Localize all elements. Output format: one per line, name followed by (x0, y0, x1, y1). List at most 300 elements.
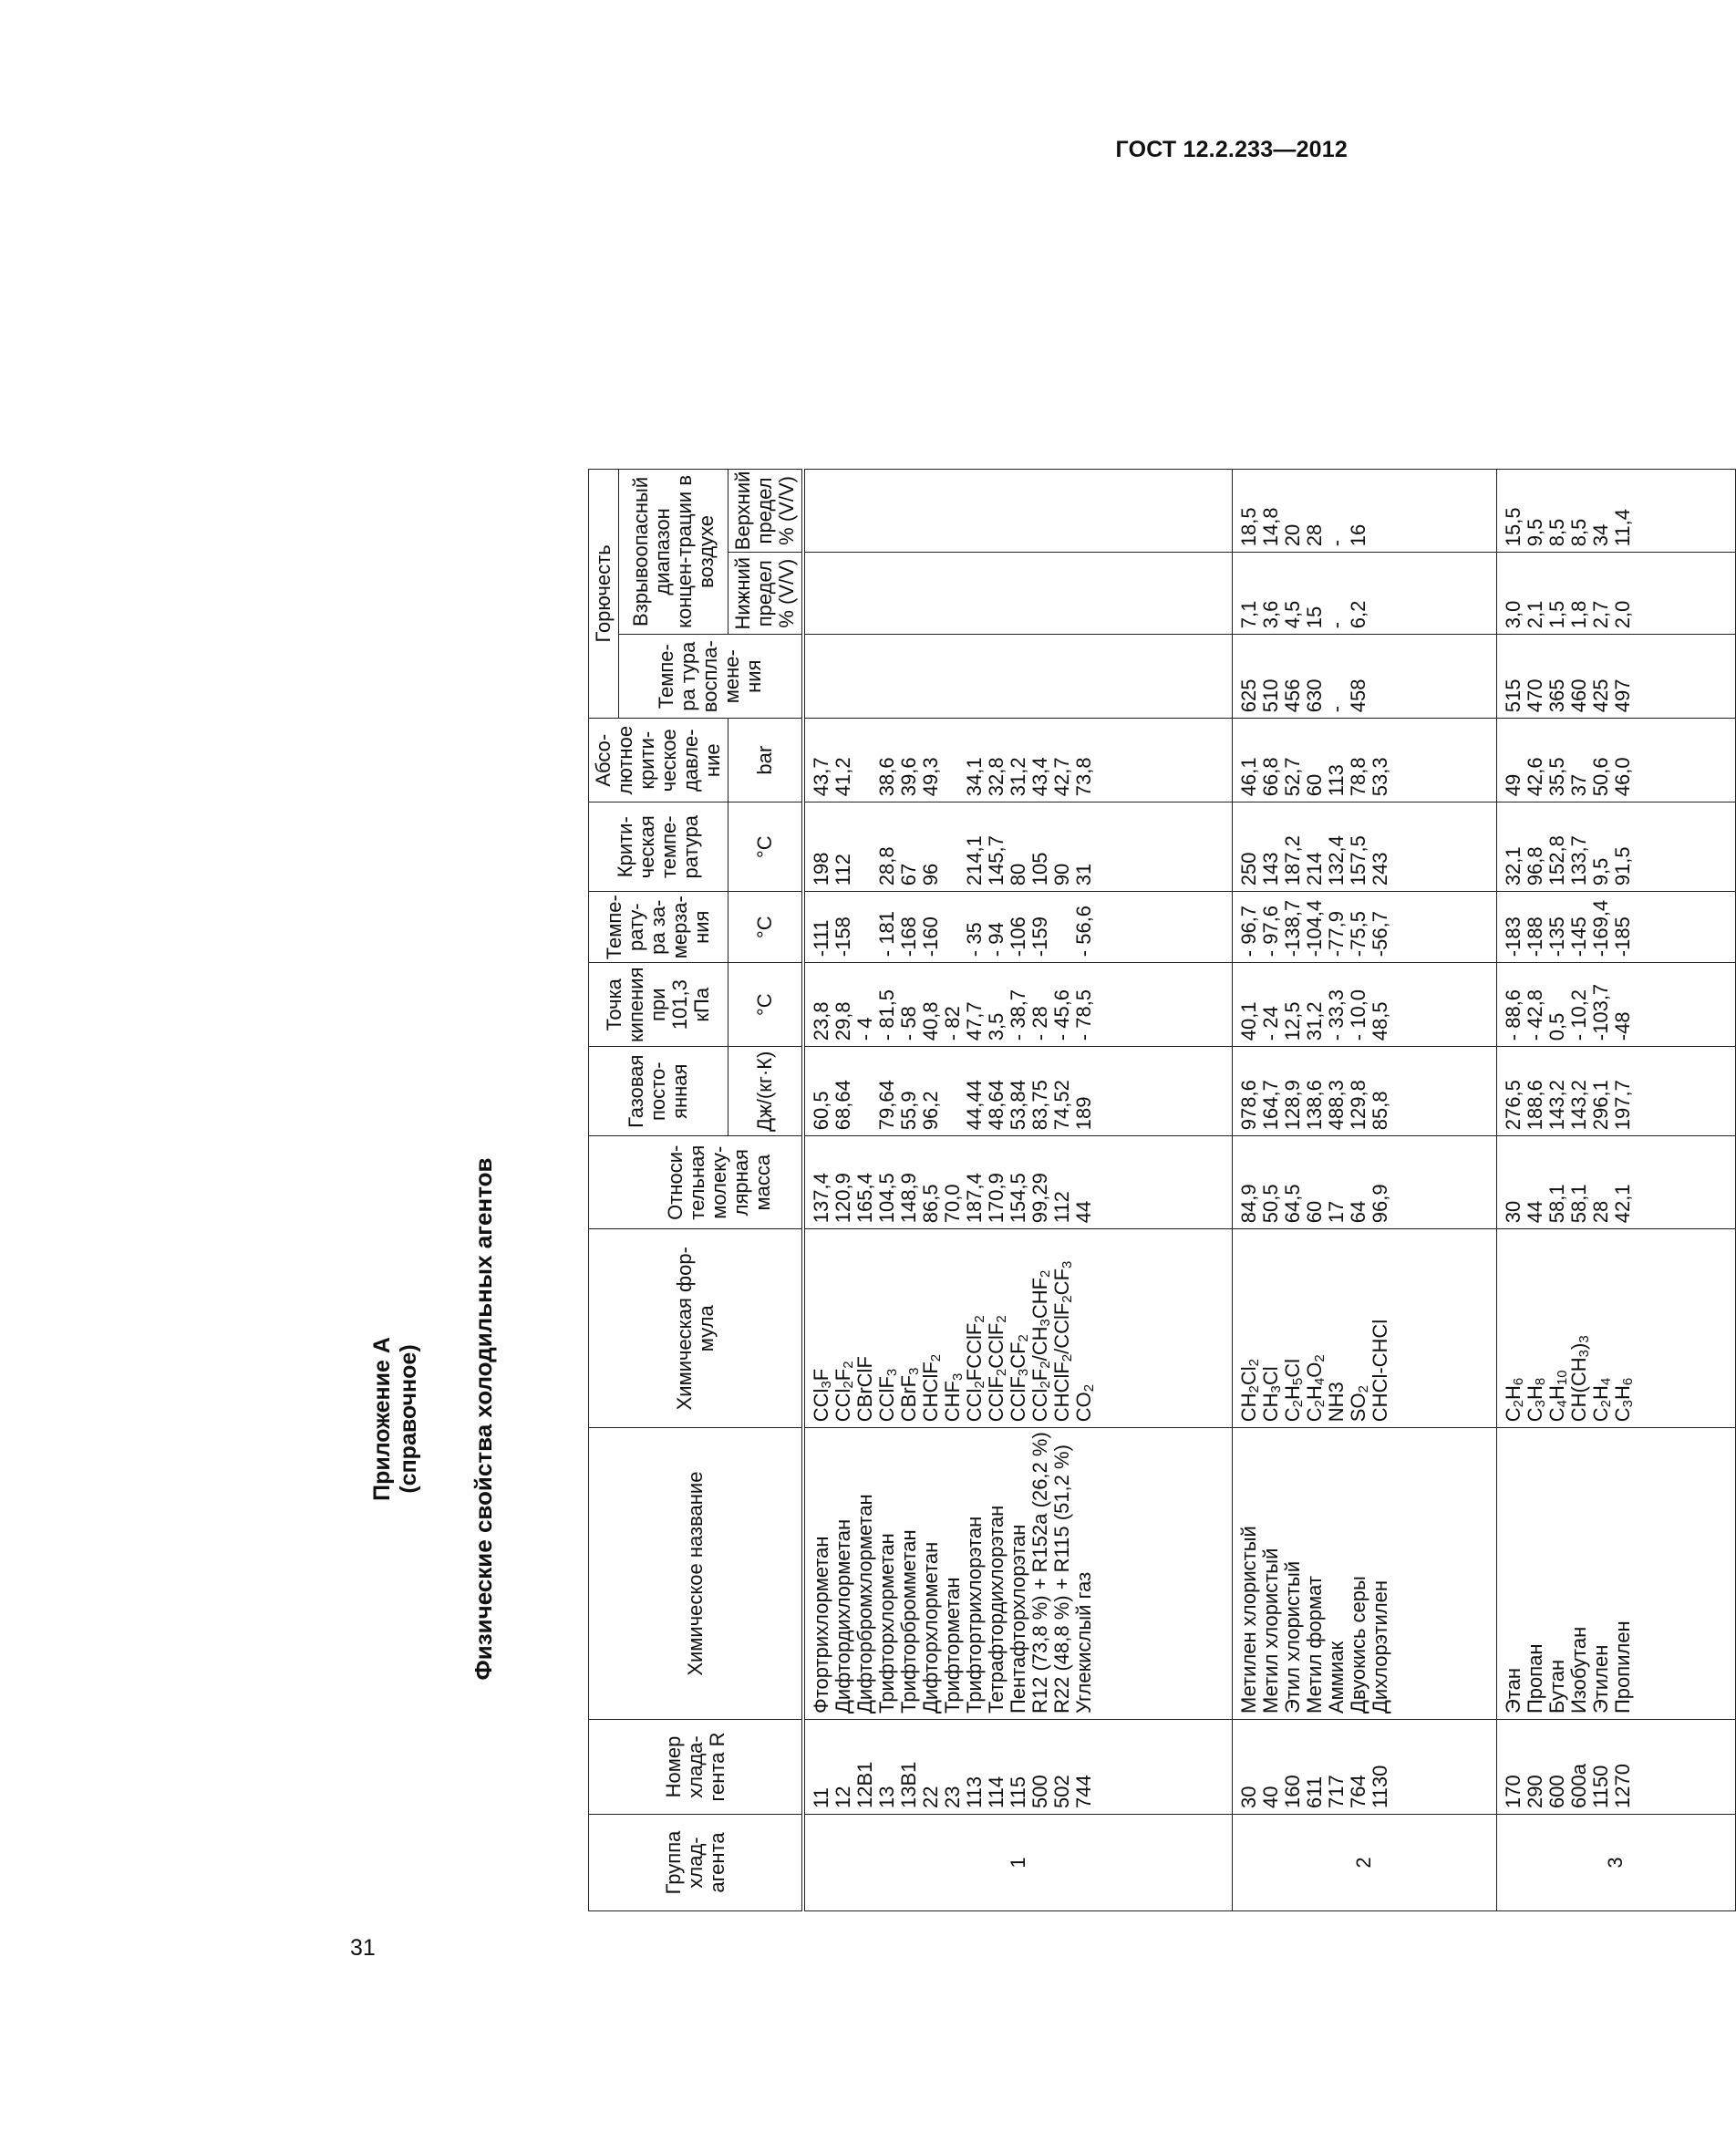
cell-value: 15 (1302, 606, 1326, 629)
cell-value: 73,8 (1072, 757, 1095, 797)
cell-value: -103,7 (1588, 983, 1612, 1041)
cell-number (1232, 1720, 1496, 1815)
table-title: Физические свойства холодильных агентов (470, 1157, 497, 1681)
cell-value: 90 (1050, 863, 1073, 886)
cell-value: $CHF_3$ (941, 1372, 966, 1423)
refrigerant-properties-table (588, 469, 1736, 1911)
cell-value: 60,5 (810, 1091, 832, 1131)
cell-value: R22 (48,8 %) + R115 (51,2 %) (1050, 1444, 1073, 1714)
cell-value: 4,5 (1280, 600, 1304, 629)
cell-value: Дифторбромхлорметан (853, 1494, 876, 1714)
cell-critical-pressure (1496, 719, 1735, 802)
cell-value: 84,9 (1236, 1184, 1260, 1224)
cell-value: 154,5 (1007, 1173, 1029, 1224)
cell-value: - 10,0 (1346, 989, 1369, 1041)
cell-value: NH3 (1324, 1382, 1348, 1423)
cell-value: 64,5 (1280, 1184, 1304, 1224)
cell-value: 13 (875, 1786, 898, 1808)
cell-value: 80 (1007, 863, 1029, 886)
cell-value: 28 (1588, 1200, 1612, 1224)
cell-value: CHCl-CHCl (1368, 1319, 1391, 1423)
cell-value: 3,6 (1258, 600, 1282, 629)
cell-value: Трифтортрихлорэтан (963, 1516, 986, 1714)
cell-value: 214,1 (963, 835, 986, 886)
cell-value: Аммиак (1324, 1641, 1348, 1714)
cell-value: $C_3H_8$ (1523, 1377, 1548, 1423)
cell-value: 99,29 (1028, 1173, 1051, 1224)
cell-boiling (1496, 963, 1735, 1047)
cell-value: 197,7 (1610, 1080, 1634, 1131)
cell-value: 112 (832, 854, 854, 886)
cell-critical-temp (1496, 802, 1735, 892)
cell-value: $C_2H_6$ (1501, 1377, 1526, 1423)
cell-value: 458 (1346, 678, 1369, 713)
cell-freezing (803, 892, 1232, 963)
cell-boiling (803, 963, 1232, 1047)
cell-value: 188,6 (1523, 1080, 1546, 1131)
cell-ignition (803, 635, 1232, 719)
cell-value: 70,0 (941, 1184, 964, 1224)
col-header-lower-limit: Нижний предел % (V/V) (728, 553, 804, 635)
unit-freezing: °C (728, 892, 804, 963)
cell-value: 187,2 (1280, 835, 1304, 886)
cell-value: - 10,2 (1566, 989, 1590, 1041)
cell-value: - 181 (875, 911, 898, 958)
cell-value: 30 (1236, 1786, 1260, 1808)
cell-value: 47,7 (963, 1001, 986, 1041)
appendix-title: Приложение А (369, 1337, 395, 1501)
unit-boiling: °C (728, 963, 804, 1047)
cell-value: 112 (1050, 1191, 1073, 1224)
cell-value: 11 (810, 1787, 832, 1808)
cell-value: CCl$_2$FCClF$_2$ (963, 1315, 987, 1423)
appendix-note: (справочное) (396, 1344, 421, 1494)
cell-value: Дифтордихлорметан (832, 1518, 854, 1714)
cell-value: 113 (963, 1776, 986, 1808)
cell-value: Дифторхлорметан (919, 1541, 942, 1714)
cell-value (942, 722, 964, 796)
cell-value: Трифторметан (941, 1577, 964, 1714)
cell-value: $CClF_3CF_2$ (1007, 1334, 1031, 1423)
cell-value: 15,5 (1501, 507, 1524, 547)
cell-value: 31,2 (1302, 1001, 1326, 1041)
col-header-critical-pressure: Абсо-лютное крити-ческое давле-ние (589, 719, 728, 802)
cell-value: 198 (810, 852, 832, 886)
cell-value: $CH_3Cl$ (1258, 1366, 1284, 1423)
cell-value: 600a (1566, 1764, 1590, 1808)
cell-critical-pressure (1232, 719, 1496, 802)
cell-value: - 88,6 (1501, 989, 1524, 1041)
cell-value: - 78,5 (1072, 989, 1095, 1041)
unit-gas-constant: Дж/(кг·К) (728, 1047, 804, 1136)
cell-value: 3,5 (985, 1012, 1008, 1041)
cell-value: CCl$_3$F (810, 1368, 834, 1423)
cell-freezing (1496, 892, 1735, 963)
cell-value: CBrClF (853, 1356, 876, 1423)
cell-value: Тетрафтордихлорэтан (985, 1505, 1008, 1714)
cell-value: -104,4 (1302, 899, 1326, 958)
cell-value: -56,7 (1368, 911, 1391, 958)
cell-value: 1150 (1588, 1765, 1612, 1808)
cell-value: 96,2 (919, 1091, 942, 1131)
cell-name (1496, 1428, 1735, 1720)
cell-value: 2,1 (1523, 600, 1546, 629)
cell-value: 114 (985, 1776, 1008, 1808)
cell-value: Трифторбромметан (897, 1529, 920, 1714)
cell-value: 8,5 (1566, 518, 1590, 547)
cell-value: 2,0 (1610, 600, 1634, 629)
group-row (1232, 469, 1496, 1910)
cell-value: 8,5 (1545, 518, 1568, 547)
cell-value: 365 (1545, 678, 1568, 713)
cell-value: $CCl_2F_2/CH_3CHF_2$ (1028, 1269, 1053, 1423)
cell-value: Трифторхлорметан (875, 1533, 898, 1714)
unit-critical-pressure: bar (728, 719, 804, 802)
cell-value: CBrF$_3$ (897, 1367, 922, 1423)
cell-value: 7,1 (1236, 600, 1260, 629)
cell-value: 510 (1258, 678, 1282, 713)
cell-value: - (1324, 705, 1348, 713)
cell-critical-temp (1232, 802, 1496, 892)
col-header-explosive-range: Взрывоопасный диапазон концен-трации в воздухе (619, 469, 728, 635)
cell-value: 66,8 (1258, 757, 1282, 797)
cell-value: -48 (1610, 1011, 1634, 1041)
cell-value: 78,8 (1346, 757, 1369, 797)
group-number: 1 (803, 1815, 1232, 1911)
cell-value: 40 (1258, 1786, 1282, 1808)
cell-value: CClF$_2$CClF$_2$ (985, 1315, 1009, 1423)
cell-value: -159 (1028, 916, 1051, 958)
cell-value: 425 (1588, 678, 1612, 713)
cell-value: Пентафторхлорэтан (1007, 1524, 1029, 1714)
cell-value: 96 (919, 863, 942, 886)
cell-value: 625 (1236, 678, 1260, 713)
cell-value: 35,5 (1545, 757, 1568, 797)
cell-value: 143,2 (1566, 1080, 1590, 1131)
cell-lower (1232, 553, 1496, 635)
cell-value: 460 (1566, 678, 1590, 713)
cell-value: $CO_2$ (1072, 1383, 1097, 1423)
cell-value: 717 (1324, 1775, 1348, 1808)
cell-value: 143 (1258, 852, 1282, 886)
cell-molar-mass (803, 1136, 1232, 1229)
cell-value: 148,9 (897, 1173, 920, 1224)
cell-value: Бутан (1545, 1659, 1568, 1714)
cell-value: 611 (1302, 1776, 1326, 1808)
cell-value: 744 (1072, 1775, 1095, 1808)
cell-value: 41,2 (832, 757, 854, 797)
cell-name (1232, 1428, 1496, 1720)
cell-value: 13B1 (897, 1761, 920, 1808)
cell-value: 243 (1368, 852, 1391, 886)
cell-value: 91,5 (1610, 846, 1634, 886)
cell-value: 3,0 (1501, 600, 1524, 629)
cell-value: 105 (1028, 852, 1051, 886)
cell-value: - 58 (897, 1006, 920, 1041)
cell-value: 17 (1324, 1200, 1348, 1224)
cell-upper (1232, 469, 1496, 553)
cell-boiling (1232, 963, 1496, 1047)
cell-value (854, 1051, 876, 1130)
cell-upper (1496, 469, 1735, 553)
col-header-freezing: Темпе-рату-ра за-мерза-ния (589, 892, 728, 963)
cell-freezing (1232, 892, 1496, 963)
cell-value: - 28 (1028, 1006, 1051, 1041)
cell-value: - 81,5 (875, 989, 898, 1041)
cell-value: 132,4 (1324, 835, 1348, 886)
cell-value: 170,9 (985, 1173, 1008, 1224)
cell-molar-mass (1232, 1136, 1496, 1229)
cell-value: 79,64 (875, 1080, 898, 1131)
cell-ignition (1496, 635, 1735, 719)
cell-value: 11,4 (1610, 509, 1634, 547)
cell-value: Дихлорэтилен (1368, 1579, 1391, 1714)
cell-value: - 38,7 (1007, 989, 1029, 1041)
cell-value: - 24 (1258, 1006, 1282, 1041)
cell-value: 145,7 (985, 835, 1008, 886)
cell-value: -135 (1545, 916, 1568, 958)
cell-value: 42,6 (1523, 757, 1546, 797)
cell-value: 113 (1324, 764, 1348, 797)
cell-number (1496, 1720, 1735, 1815)
cell-value: 53,3 (1368, 757, 1391, 797)
cell-value: $CH_2Cl_2$ (1236, 1358, 1262, 1423)
cell-value: 250 (1236, 852, 1260, 886)
cell-value (854, 806, 876, 885)
cell-value: 276,5 (1501, 1080, 1524, 1131)
cell-value: 133,7 (1566, 835, 1590, 886)
cell-value (942, 896, 964, 957)
cell-value: $CCl_2F_2$ (832, 1361, 856, 1423)
cell-value: -185 (1610, 916, 1634, 958)
cell-value: 31 (1072, 863, 1095, 886)
cell-value: 32,8 (985, 757, 1008, 797)
cell-value: - 45,6 (1050, 989, 1073, 1041)
cell-value: 53,84 (1007, 1080, 1029, 1131)
cell-value: 55,9 (897, 1091, 920, 1131)
cell-value: -168 (897, 916, 920, 958)
cell-value: 978,6 (1236, 1080, 1260, 1131)
cell-value: -169,4 (1588, 899, 1612, 958)
cell-value: Метил хлористый (1258, 1548, 1282, 1714)
cell-value: - 4 (853, 1017, 876, 1041)
cell-value: $CHClF_2/CClF_2CF_3$ (1050, 1260, 1075, 1423)
col-header-molar-mass: Относи-тельная молеку-лярная масса (589, 1136, 804, 1229)
cell-value: 60 (1302, 773, 1326, 797)
cell-value: 38,6 (875, 757, 898, 797)
cell-upper (803, 469, 1232, 553)
cell-value: 16 (1346, 523, 1369, 547)
cell-formula (803, 1229, 1232, 1428)
cell-value: 31,2 (1007, 757, 1029, 797)
cell-formula (1496, 1229, 1735, 1428)
cell-value: -160 (919, 916, 942, 958)
cell-value: - (1324, 621, 1348, 629)
cell-value: CHClF$_2$ (919, 1353, 944, 1423)
cell-value: Метилен хлористый (1236, 1526, 1260, 1714)
cell-lower (803, 553, 1232, 635)
cell-value: 44 (1523, 1200, 1546, 1224)
cell-value: 1,5 (1545, 600, 1568, 629)
cell-value: $SO_2$ (1346, 1385, 1371, 1423)
cell-value: 85,8 (1368, 1091, 1391, 1131)
cell-value: - 96,7 (1236, 905, 1260, 958)
col-header-group: Группа хлад-агента (589, 1815, 804, 1911)
cell-value: 170 (1501, 1775, 1524, 1808)
cell-value: 34 (1588, 523, 1612, 547)
cell-value: -188 (1523, 916, 1546, 958)
cell-critical-temp (803, 802, 1232, 892)
col-header-gas-constant: Газовая посто-янная (589, 1047, 728, 1136)
cell-value: 497 (1610, 678, 1634, 713)
cell-value: -77,9 (1324, 911, 1348, 958)
cell-lower (1496, 553, 1735, 635)
col-header-ignition: Темпе-ра тура воспла-мене-ния (619, 635, 804, 719)
cell-value: 0,5 (1545, 1012, 1568, 1041)
cell-value: $C_2H_4$ (1588, 1377, 1614, 1423)
cell-molar-mass (1496, 1136, 1735, 1229)
cell-value: $C_2H_4O_2$ (1302, 1354, 1328, 1423)
cell-value: 1,8 (1566, 600, 1590, 629)
cell-value: 37 (1566, 773, 1590, 797)
cell-value (1051, 896, 1073, 957)
cell-value: 2,7 (1588, 600, 1612, 629)
cell-value: 9,5 (1523, 518, 1546, 547)
cell-value: 290 (1523, 1775, 1546, 1808)
cell-value: Пропилен (1610, 1620, 1634, 1714)
cell-value: 96,8 (1523, 846, 1546, 886)
cell-value: 48,64 (985, 1080, 1008, 1131)
cell-value: 14,8 (1258, 507, 1282, 547)
cell-value: -145 (1566, 916, 1590, 958)
cell-value: 12 (832, 1786, 854, 1808)
cell-value: 502 (1050, 1775, 1073, 1808)
cell-value: - 97,6 (1258, 905, 1282, 958)
cell-value: 52,7 (1280, 757, 1304, 797)
cell-value: 470 (1523, 678, 1546, 713)
cell-value: 165,4 (853, 1173, 876, 1224)
cell-value: 6,2 (1346, 600, 1369, 629)
cell-value: 49,3 (919, 757, 942, 797)
cell-value: - 33,3 (1324, 989, 1348, 1041)
cell-value: 187,4 (963, 1173, 986, 1224)
cell-value: 214 (1302, 852, 1326, 886)
cell-value: 96,9 (1368, 1184, 1391, 1224)
cell-gas-constant (803, 1047, 1232, 1136)
cell-value: $C_2H_5Cl$ (1280, 1358, 1306, 1423)
cell-value: Фтортрихлорметан (810, 1536, 832, 1714)
cell-value: - 35 (963, 922, 986, 958)
cell-value: 488,3 (1324, 1080, 1348, 1131)
cell-value: 12,5 (1280, 1001, 1304, 1041)
cell-value: CClF$_3$ (875, 1368, 900, 1423)
cell-value: $C_3H_6$ (1610, 1377, 1636, 1423)
col-header-flammability: Горючесть (589, 469, 619, 719)
cell-value: 44 (1072, 1200, 1095, 1224)
cell-value: 500 (1028, 1775, 1051, 1808)
cell-value: 29,8 (832, 1001, 854, 1041)
cell-value: 42,1 (1610, 1184, 1634, 1224)
cell-value: 18,5 (1236, 507, 1260, 547)
cell-value: 68,64 (832, 1080, 854, 1131)
cell-value: $CH(CH_3)_3$ (1566, 1335, 1592, 1423)
cell-value: 30 (1501, 1200, 1524, 1224)
cell-number (803, 1720, 1232, 1815)
cell-value: Этан (1501, 1667, 1524, 1714)
cell-value: 137,4 (810, 1173, 832, 1224)
cell-value: 50,5 (1258, 1184, 1282, 1224)
cell-value: -158 (832, 916, 854, 958)
group-row (803, 469, 1232, 1910)
cell-value: - 56,6 (1072, 905, 1095, 958)
appendix-heading (369, 927, 422, 1911)
cell-value: Этил хлористый (1280, 1560, 1304, 1714)
cell-value: 120,9 (832, 1173, 854, 1224)
unit-critical-temp: °C (728, 802, 804, 892)
cell-value: 20 (1280, 523, 1304, 547)
cell-value: Пропан (1523, 1643, 1546, 1714)
cell-formula (1232, 1229, 1496, 1428)
cell-value (942, 1051, 964, 1130)
cell-value: 160 (1280, 1775, 1304, 1808)
rotated-page-content (369, 0, 1636, 1911)
cell-value: 58,1 (1545, 1184, 1568, 1224)
cell-value: 23 (941, 1786, 964, 1808)
cell-value: 43,4 (1028, 757, 1051, 797)
cell-value: Двуокись серы (1346, 1576, 1369, 1714)
cell-value: 28,8 (875, 846, 898, 886)
cell-value: 49 (1501, 773, 1524, 797)
cell-value: 39,6 (897, 757, 920, 797)
cell-value: 152,8 (1545, 835, 1568, 886)
cell-value: 58,1 (1566, 1184, 1590, 1224)
cell-value: - 94 (985, 922, 1008, 958)
cell-value: 764 (1346, 1775, 1369, 1808)
cell-value: 104,5 (875, 1173, 898, 1224)
cell-value: 143,2 (1545, 1080, 1568, 1131)
group-number: 3 (1496, 1815, 1735, 1911)
cell-critical-pressure (803, 719, 1232, 802)
cell-value: -183 (1501, 916, 1524, 958)
cell-value: 74,52 (1050, 1080, 1073, 1131)
cell-value: -106 (1007, 916, 1029, 958)
cell-value: 515 (1501, 678, 1524, 713)
cell-value: Метил формат (1302, 1576, 1326, 1714)
col-header-upper-limit: Верхний предел % (V/V) (728, 469, 804, 553)
col-header-boiling: Точка кипения при 101,3 кПа (589, 963, 728, 1047)
cell-value: 46,1 (1236, 757, 1260, 797)
cell-value: 67 (897, 863, 920, 886)
col-header-name: Химическое название (589, 1428, 804, 1720)
cell-value: -75,5 (1346, 911, 1369, 958)
cell-value: 86,5 (919, 1184, 942, 1224)
standard-designation: ГОСТ 12.2.233—2012 (1115, 137, 1348, 162)
cell-value (942, 806, 964, 885)
cell-value: 600 (1545, 1775, 1568, 1808)
cell-gas-constant (1232, 1047, 1496, 1136)
col-header-critical-temp: Крити-ческая темпе-ратура (589, 802, 728, 892)
cell-value: 83,75 (1028, 1080, 1051, 1131)
cell-value: 28 (1302, 523, 1326, 547)
cell-value (854, 722, 876, 796)
cell-value: 456 (1280, 678, 1304, 713)
cell-value: 189 (1072, 1096, 1095, 1131)
cell-value: 60 (1302, 1200, 1326, 1224)
cell-value: 50,6 (1588, 757, 1612, 797)
cell-value: 43,7 (810, 757, 832, 797)
cell-ignition (1232, 635, 1496, 719)
cell-value: - 42,8 (1523, 989, 1546, 1041)
